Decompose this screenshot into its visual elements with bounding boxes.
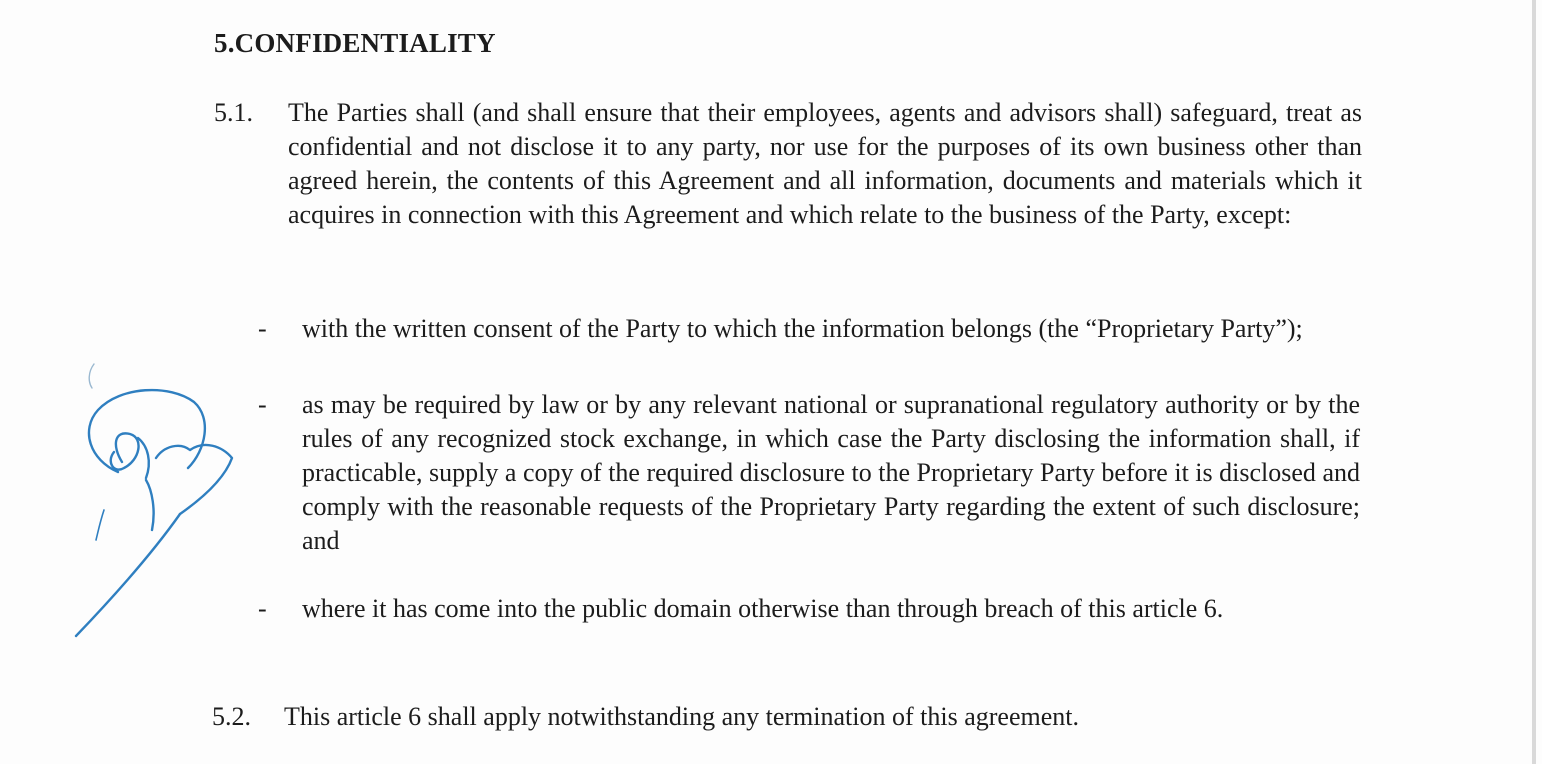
exception-2-text: as may be required by law or by any relevant national or supranational regulatory authority or by the rules of any recognized stock exchange, in which case the Party disclosing the information shall, if practicable, supply a copy of the required disclosure to the Proprietary Party before it is disclosed and comply with the reasonable requests of the Proprietary Party regarding the extent of such disclosure; and	[302, 390, 1360, 555]
exception-1-dash: -	[258, 314, 267, 343]
exception-3-text: where it has come into the public domain otherwise than through breach of this article 6.	[302, 594, 1224, 623]
exception-1-text: with the written consent of the Party to which the information belongs (the “Proprietary Party”);	[302, 314, 1303, 343]
clause-5-2-number: 5.2.	[212, 702, 251, 731]
clause-5-1-number: 5.1.	[214, 98, 253, 127]
clause-5-1-text: The Parties shall (and shall ensure that their employees, agents and advisors shall) safeguard, treat as confidential and not disclose it to any party, nor use for the purposes of its own business other than agreed herein, the contents of this Agreement and all information, documents and materials which it acquires in connection with this Agreement and which relate to the business of the Party, except:	[288, 98, 1362, 229]
exception-2-dash: -	[258, 390, 267, 419]
section-heading: 5.CONFIDENTIALITY	[214, 28, 496, 58]
handwritten-signature	[60, 350, 260, 650]
exception-3-dash: -	[258, 594, 267, 623]
clause-5-2-text: This article 6 shall apply notwithstanding any termination of this agreement.	[284, 702, 1079, 731]
page-edge-line	[1532, 0, 1536, 764]
